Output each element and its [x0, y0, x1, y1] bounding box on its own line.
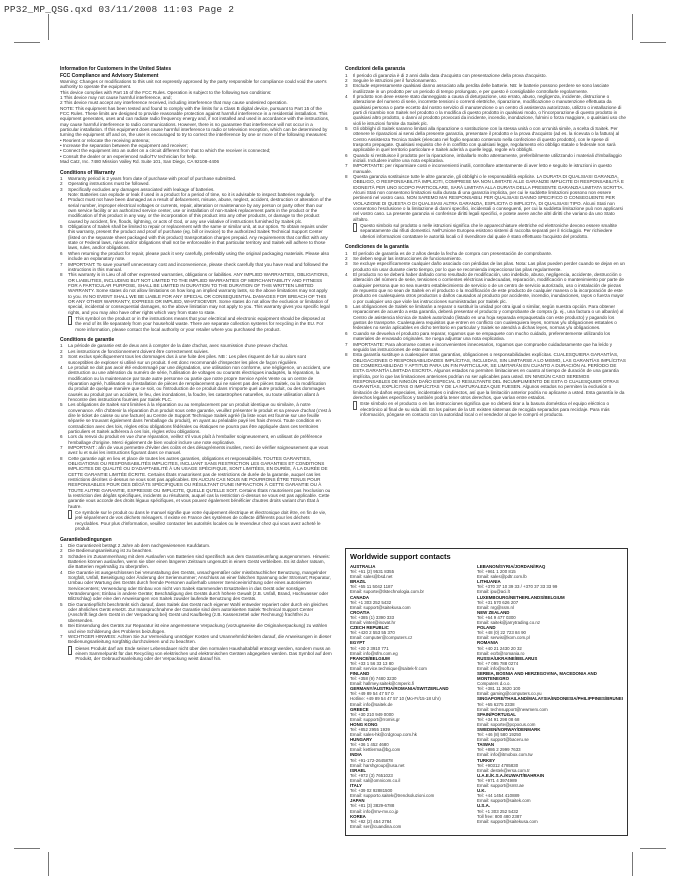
- support-entry: [477, 595, 623, 610]
- paragraph: NOTE: This equipment has been tested and found to comply with the limits for a Class B digital device, pursuant to Part 15 of the FCC Rules. These limits are designed to provide reasonable protection against harmful interference in a residential installation. This equipment generates, uses and can radiate radio frequency energy and, if not installed and used in accordance with the instructions, may cause harmful interference to radio communications. However, there is no guarantee that interference will not occur in a particular installation. If this equipment does cause harmful interference to radio or television reception, which can be determined by turning the equipment off and on, the user is encouraged to try to correct the interference by one or more of the following measures:: [60, 105, 330, 138]
- support-entry: [477, 579, 623, 594]
- support-column-2: [477, 564, 623, 829]
- contact-line: Email: ipu@aci.lt: [477, 589, 510, 595]
- country-name: SINGAPORE/THAILAND/MALAYSIA/INDONESIA/PHILIPPINES/BRUNEI: [477, 696, 623, 702]
- weee-note: Dieses Produkt darf am Ende seiner Lebensdauer nicht über den normalen Haushaltabfall entsorgt werden, sondern muss an einem Sammelpunkt für das Recycling von elektrischen und elektronischen Geräten abgegeben werden. Das Symbol auf dem Produkt, der Gebrauchsanleitung oder der Verpackung weist darauf hin.: [68, 646, 332, 662]
- country-name: INDIA: [350, 752, 362, 758]
- country-name: U.S.A.: [477, 803, 490, 809]
- support-entry: [350, 768, 467, 783]
- paragraph: • Increase the separation between the equipment and receiver;: [60, 143, 188, 149]
- support-entry: [477, 671, 623, 696]
- contact-line: Email: supporto.saitek@trendsoluzioni.com: [350, 793, 435, 799]
- country-name: NEW ZEALAND: [477, 609, 510, 615]
- contact-line: Tel: +33 1 56 33 13 80: [350, 660, 394, 666]
- contact-line: Email: soporte@pcpocus.com: [477, 721, 536, 727]
- contact-line: Email: info@saitek.de: [350, 701, 393, 707]
- contact-line: Email: support@rromis.gr: [350, 716, 400, 722]
- list-item: 2 Operating instructions must be followed.: [60, 181, 150, 187]
- list-item: 8 This warranty is in Lieu of all other expressed warranties, obligations or liabilities. ANY IMPLIED WARRANTIES, OBLIGATIONS, OR LIABILITIES, INCLUDING BUT NOT LIMITED TO THE IMPLIED WARRANTIES OF MERCHANTABILITY AND FITNESS FOR A PARTICULAR PURPOSE, SHALL BE LIMITED IN DURATION TO THE DURATION OF THIS WRITTEN LIMITED WARRANTY. Some states do not allow limitations on how long an implied warranty lasts, so the above limitations may not apply to you. IN NO EVENT SHALL WE BE LIABLE FOR ANY SPECIAL OR CONSEQUENTIAL DAMAGES FOR BREACH OF THIS OR ANY OTHER WARRANTY, EXPRESS OR IMPLIED, WHATSOEVER. Some states do not allow the exclusion or limitation of special, incidental or consequential damages, so the above limitation may not apply to you. This warranty gives you specific legal rights, and you may also have other rights which vary from state to state.: [60, 272, 330, 315]
- support-entry: [350, 595, 467, 610]
- country-name: FINLAND: [350, 670, 370, 676]
- support-entry: [350, 707, 467, 722]
- weee-note: Este símbolo en el producto o en las instrucciones significa que no deberá tirar a la basura doméstica el equipo eléctrico o electrónico al final de su vida útil. En los países de la UE existen sistemas de recogida separados para reciclaje. Para más información, póngase en contacto con la autoridad local o el vendedor al que le compró el producto.: [353, 401, 627, 417]
- crop-mark-tr-v: [632, 14, 633, 40]
- worldwide-support-box: [345, 548, 628, 836]
- support-entry: [350, 686, 467, 706]
- list-item: 4 Il prodotto non deve essere stato danneggiato a causa di deturpazione, uso errato, abuso, negligenza, incidente, distruzione o alterazione del numero di serie, incorrette tensioni o correnti elettriche, riparazione, modificazione o manutenzione effettuata da qualsiasi persona o parte eccetto dal nostro servizio di manutenzione o un centro di assistenza autorizzato, utilizzo o installazione di parti di ricambio non Saitek nel prodotto o la modifica di questo prodotto in qualsiasi modo, o l'incorporazione di questo prodotto in qualsiasi altro prodotto, o danni al prodotto provocati da incidente, incendio, inondazione, fulmini o forza maggiore, o qualsiasi uso che violi le istruzioni fornite da Saitek plc.: [345, 93, 626, 126]
- crop-mark-tr-h: [640, 42, 666, 43]
- contact-line: Tel: +30 210 949 0000: [350, 711, 394, 717]
- contact-line: Tel: +370 37 10 39 33 / +370 37 33 33 99: [477, 584, 558, 590]
- contact-line: Tel: +64 9 477 0300: [477, 614, 516, 620]
- list-item: 5 Las obligaciones de Saitek se limitarán a reparar o sustituir la unidad por otra igual o similar, según nuestra opción. Para obtener reparaciones de acuerdo a esta garantía, deberá presentar el producto y comprobante de compra (p. ej., una factura o un albarán) al Centro de asistencia técnica de Saitek autorizado (listado en una hoja separada empaquetada con este producto) y pagando los gastos de transporte. Cualesquiera requisitos que entren en conflicto con cualesquiera leyes, normas y/u obligaciones estatales o federales no serán aplicables en dicho territorio en particular y Saitek se atendrá a dichas leyes, normas y/u obligaciones.: [345, 304, 624, 331]
- weee-note: Questo simbolo sul prodotto o nelle istruzioni significa che le apparecchiature elettriche ed elettroniche devono essere smaltite separatamente dai rifiuti domestici. Nell'Unione Europea esistono sistemi di raccolta separati per il riciclaggio. Per richiedere ulteriori informazioni contattare le autorità locali o il rivenditore dal quale è stato effettuato l'acquisto del prodotto.: [353, 223, 627, 239]
- country-name: KOREA: [350, 813, 366, 819]
- contact-line: Tel: +1 303 252 5432: [350, 599, 392, 605]
- contact-line: Hotline: +49 89 54 47 57 10 (Mo-Fr/15-18 Uhr): [350, 696, 441, 702]
- paragraph: Warning: Changes or modifications to this unit not expressly approved by the party responsible for compliance could void the user's authority to operate the equipment.: [60, 79, 327, 90]
- list-item: 5 Die Garantiepflicht beschränkt sich darauf, dass Saitek das Gerät nach eigener Wahl entweder repariert oder durch ein gleiches oder ähnliches Gerät ersetzt. Zur Inanspruchnahme der Garantie sind dem autorisierten Saitek Technical Support Center (Anschrift liegt dem Gerät in der Verpackung bei) Gerät und Kaufbeleg (z.B. Kassenzettel oder Rechnung) frachtfrei zu übersenden.: [60, 601, 328, 623]
- list-item: 3 Sont exclus spécifiquement tous les dommages dus à une fuite des piles. NB : Les piles risquent de fuir ou alors sont susceptibles de exploser si utilisé sur un produit. Il est donc recommandé d'inspecter les piles de façon régulière.: [60, 354, 306, 365]
- list-item: 2 Seguire le istruzioni per il funzionamento.: [345, 77, 438, 83]
- section-title: Information for Customers in the United States: [60, 66, 172, 72]
- country-name: LITHUANIA: [477, 579, 501, 585]
- contact-line: Email: harshgroup@usa.net: [350, 762, 405, 768]
- contact-line: Email: nrg@ssm.nl: [477, 604, 514, 610]
- list-item: 2 Se deben seguir las instrucciones de funcionamiento.: [345, 256, 462, 261]
- list-item: 8 Esta garantía sustituye a cualesquier otras garantías, obligaciones o responsabilidades explícitas. CUALESQUIERA GARANTÍAS, OBLIGACIONES O RESPONSABILIDADES IMPLÍCITAS, INCLUIDAS, SIN LIMITARSE A LO MISMO, LAS GARANTÍAS IMPLÍCITAS DE COMERCIABILIDAD Y APTITUD PARA UN FIN PARTICULAR, SE LIMITARÁN EN CUANTO A DURACIÓN AL PERÍODO DE ESTA GARANTÍA LIMITADA ESCRITA. Algunos estados no permiten limitaciones en cuanto al tiempo de duración de una garantía implícita, por lo que las limitaciones anteriores podrían no ser aplicables para usted. EN NINGÚN CASO SEREMOS RESPONSABLES DE NINGÚN DAÑO ESPECIAL O RESULTANTE DEL INCUMPLIMIENTO DE ESTA O CUALESQUIER OTRAS GARANTÍAS, EXPLÍCITAS O IMPLÍCITAS Y DE LA NATURALEZA QUE FUESEN. Algunos estados no permiten la exclusión o limitación de daños especiales, incidentales o indirectos, así que la limitación anterior podría no aplicarse a usted. Esta garantía le da derechos legales específicos y también podría tener otros derechos, que varían entre estados.: [345, 352, 626, 400]
- paragraph: • Reorient or relocate the receiving antenna;: [60, 137, 150, 143]
- contact-line: Email: computer@computers.cz: [350, 635, 413, 641]
- support-entry: [477, 788, 623, 803]
- crop-mark-tl-h: [14, 42, 40, 43]
- right-column: [345, 66, 627, 542]
- contact-line: Email: serwis@kom.com.pl: [477, 635, 530, 641]
- paragraph: 1 This device may not cause harmful interference, and;: [60, 95, 172, 101]
- contact-line: Email: ecrb@romania.ro: [477, 650, 525, 656]
- contact-line: Tel: +82 (2) 454 2784: [350, 818, 392, 824]
- list-item: 6 Quando si restituisce il prodotto per la riparazione, imballarlo molto attentamente, preferibilmente utilizzando i materiali d'imballaggio iniziali. Includere inoltre una nota esplicativa.: [345, 152, 622, 163]
- warranty-es-section: [345, 244, 627, 417]
- contact-line: Tel: +39 02 92881500: [350, 788, 393, 794]
- country-name: HONG KONG: [350, 721, 378, 727]
- support-entry: [350, 579, 467, 594]
- support-entry: [350, 798, 467, 813]
- fcc-section: [60, 66, 332, 165]
- contact-line: Tel: +61 (2) 9531 8355: [350, 569, 395, 575]
- section-title: Conditions of Warranty: [60, 169, 116, 176]
- contact-line: Tel: +961 1 200 815: [477, 569, 516, 575]
- contact-line: Tel: +886 2 2999 7633: [477, 747, 521, 753]
- crop-mark-br-h: [640, 848, 666, 849]
- country-name: JAPAN: [350, 798, 365, 804]
- list-item: 5 Les obligations de Saitek sont limitées à la réparation ou au remplacement par un produit identique ou similaire, à notre convenance. Afin d'obtenir la réparation d'un produit sous cette garantie, veuillez présenter le produit et sa preuve d'achat (c'est à dire le ticket de caisse ou une facture) au Centre de Support Technique Saitek agréé (la liste vous est fournie sur une feuille séparée se trouvant également dans l'emballage du produit), en ayant au préalable payé les frais d'envoi. Toute condition en contradiction avec des lois, règles et/ou obligations fédérales ou étatiques ne pourra pas être appliquée dans ces territoires particuliers et Saitek adhèrera à ces lois, règles et/ou obligations.: [60, 402, 331, 434]
- list-item: 6 Bei Einsendung des Geräts zur Reparatur ist eine angemessene Verpackung (vorzugsweise die Originalverpackung) zu wählen und eine Schilderung des Problems beizufügen.: [60, 623, 328, 634]
- support-entry: [350, 640, 467, 655]
- contact-line: Email: sales-hk@crdgroup.com.hk: [350, 732, 417, 738]
- contact-line: Email: info@sfm.com.eg: [350, 650, 398, 656]
- section-title: Garantiebedingungen: [60, 536, 112, 543]
- support-entry: [477, 610, 623, 625]
- support-entry: [350, 722, 467, 737]
- country-name: RUSSIA/UKRAINE/BELARUS: [477, 655, 538, 661]
- section-subtitle: FCC Compliance and Advisory Statement: [60, 72, 159, 79]
- support-entry: [477, 696, 623, 711]
- list-item: 4 Die Garantie ist ausgeschlossen bei Verunstaltung des Geräts, unsachgemäßer oder missbräuchlicher Benutzung, mangelnder Sorgfalt, Unfall, Beseitigung oder Änderung der Seriennummer; Anschluss an einer falschen Spannung oder Stromart; Reparatur, Umbau oder Wartung des Geräts durch fremde Personen außerhalb unserer Serviceeinrichtung oder eines autorisierten Servicecenters; Verwendung oder Einbau von nicht von Saitek stammenden Ersatzteilen in das Gerät oder sonstigen Veränderungen; Einbau in andere Geräte; Beschädigung des Geräts durch höhere Gewalt (z.B. Unfall, Brand, Hochwasser oder Blitzschlag) oder eine den Anweisungen von Saitek zuwider laufende Benutzung des Geräts.: [60, 569, 331, 602]
- contact-line: Tel: +34 91 298 08 68: [477, 716, 520, 722]
- section-title: Conditions de garantie: [60, 336, 115, 343]
- list-item: 5 Gli obblighi di Saitek saranno limitati alla riparazione o sostituzione con la stessa unità o con un'unità simile, a scelta di Saitek. Per ottenere le riparazioni ai sensi della presente garanzia, presentare il prodotto e la prova d'acquisto (ad es. la ricevuta o la fattura) al Centro Assistenza Tecnica Saitek (elencato nel foglio separato contenuto nella confezione di questo prodotto), con le spese di trasporto prepagate. Qualsiasi requisito che è in conflitto con qualsiasi legge, regolamento e/o obbligo statale o federale non sarà applicabile in quel territorio particolare e Saitek aderirà a quelle leggi, regole e/o obblighi.: [345, 125, 620, 153]
- support-entry: [350, 737, 467, 752]
- country-name: AUSTRALIA: [350, 564, 376, 569]
- list-item: 7 IMPORTANT : afin de vous permettre d'éviter des coûts et des désagréments inutiles, merci de vérifier soigneusement que vous avez lu et suivi les instructions figurant dans ce manuel.: [60, 445, 329, 456]
- list-item: 4 Product must not have been damaged as a result of defacement, misuse, abuse, neglect, accident, destruction or alteration of the serial number, improper electrical voltages or currents, repair, alteration or maintenance by any person or party other than our own service facility or an authorized service center, use or installation of non-Saitek replacement parts in the product or the modification of this product in any way, or the incorporation of this product into any other products, or damage to the product caused by accident, fire, floods, lightning, or acts of God, or any use violative of instructions furnished by Saitek plc.: [60, 197, 332, 224]
- contact-line: Email: support@saitek.com: [477, 798, 531, 804]
- support-entry: [350, 564, 467, 579]
- contact-line: Tel: +420 2 553 55 370: [350, 630, 395, 636]
- support-entry: [477, 742, 623, 757]
- contact-line: Email: sales@pdtr.com.lb: [477, 574, 527, 580]
- support-title: Worldwide support contacts: [350, 552, 451, 561]
- country-name: ISRAEL: [350, 767, 367, 773]
- paragraph: • Consult the dealer or an experienced radio/TV technician for help.: [60, 153, 197, 159]
- country-name: FRANCE/BELGIUM: [350, 655, 390, 661]
- country-name: GERMANY/AUSTRIA/ROMANIA/SWITZERLAND: [350, 686, 449, 692]
- contact-line: Email: hallmey.saitek@cmperic.fi: [350, 681, 415, 687]
- crop-mark-bl-v: [48, 852, 49, 876]
- country-name: EGYPT: [350, 640, 365, 646]
- list-item: 2 Die Bedienungsanleitung ist zu beachten.: [60, 548, 153, 554]
- contact-line: Tel: +44 1454 410889: [477, 793, 520, 799]
- crossed-bin-icon: [68, 316, 72, 325]
- contact-line: Tel: +40 21 2430 20 32: [477, 645, 522, 651]
- list-item: 7 IMPORTANTE: per risparmiare costi e inconvenienti inutili, controllare attentamente di aver letto e seguito le istruzioni in questo manuale.: [345, 163, 612, 174]
- list-item: 4 El producto no se deberá haber dañado como resultado de modificación, uso indebido, abuso, negligencia, accidente, destrucción o alteración del número de serie, tensiones o corrientes eléctricas inadecuadas, reparación, modificación o mantenimiento por parte de cualquier persona que no sea nuestro establecimiento de servicio o de un centro de servicio autorizado, uso o instalación de piezas de repuesto que no sean de Saitek en el producto o la modificación de este producto de cualquier manera o la incorporación de este producto en cualesquiera otros productos o daños causados al producto por accidente, incendio, inundaciones, rayos o fuerza mayor o por cualquier uso que viole las instrucciones suministradas por Saitek plc.: [345, 272, 624, 304]
- country-name: TURKEY: [477, 757, 496, 763]
- contact-line: Email: support@saitekusa.com: [477, 818, 538, 824]
- contact-line: Tel: +49 89 54 47 57 0: [350, 691, 394, 697]
- list-item: 1 Die Garantiezeit beträgt 2 Jahre ab dem nachgewiesenen Kaufdatum.: [60, 543, 211, 548]
- list-item: 3 Esclude espressamente qualsiasi danno associato alla perdita delle batterie. NB: le batterie possono perdere se sono lasciate inutilizzate in un prodotto per un periodo di tempo prolungato, e per questo è consigliabile controllarle regolarmente.: [345, 83, 609, 94]
- contact-line: Tel: +1 303 252 5432: [477, 808, 519, 814]
- crossed-bin-icon: [353, 401, 357, 410]
- country-name: ROMANIA: [477, 640, 499, 646]
- contact-line: Tel: +48 (0) 22 723 84 90: [477, 630, 526, 636]
- list-item: 3 Schäden im Zusammenhang mit dem Auslaufen von Batterien sind spezifisch aus dem Garantieumfang ausgenommen. Hinweis: Batterien können auslaufen, wenn sie über einen längeren Zeitraum ungenutzt in einem Gerät verbleiben. Es ist daher ratsam, die Batterien regelmäßig zu überprüfen.: [60, 553, 330, 570]
- contact-line: Email: info@mv-mv.co.jp: [350, 808, 399, 814]
- crop-mark-br-v: [632, 852, 633, 876]
- list-item: 6 Lors du renvoi du produit en vue d'une réparation, veillez s'il vous plaît à l'emballer soigneusement, en utilisant de préférence l'emballage d'origine. Merci également de bien vouloir inclure une note explicative.: [60, 434, 323, 445]
- contact-line: Tel: +65 6275 2338: [477, 701, 515, 707]
- contact-line: Computers d.o.o.: [477, 681, 511, 687]
- contact-line: Email: gaming@computers.co.yu: [477, 691, 542, 697]
- country-name: CROATIA: [350, 609, 370, 615]
- contact-line: Email: suporte@tlstechnologia.com.br: [350, 589, 425, 595]
- support-entry: [350, 814, 467, 829]
- contact-line: Tel: +20 2 3910 771: [350, 645, 389, 651]
- weee-note: This symbol on the product or in the instructions means that your electrical and electronic equipment should be disposed at the end of its life separately from your household waste. There are separate collection systems for recycling in the EU. For more information, please contact the local authority or your retailer where you purchased the product.: [68, 316, 332, 332]
- country-name: CZECH REPUBLIC: [350, 625, 389, 631]
- contact-line: Email: sales@bsd.net: [350, 574, 393, 580]
- crossed-bin-icon: [353, 223, 357, 232]
- country-name: GREECE: [350, 706, 369, 712]
- support-entry: [477, 625, 623, 640]
- list-item: 1 El período de garantía es de 2 años desde la fecha de compra con presentación de comprobante.: [345, 250, 553, 256]
- list-item: 3 Specifically excludes any damages associated with leakage of batteries.: [60, 186, 215, 192]
- contact-line: Tel: +971 4 3974989: [477, 777, 517, 783]
- contact-line: Email: ser@cuandina.com: [350, 823, 402, 829]
- contact-line: Email: support@baceru.se: [477, 737, 529, 743]
- list-item: 7 IMPORTANT: To save yourself unnecessary cost and inconvenience, please check carefully that you have read and followed the instructions in this manual.: [60, 261, 329, 272]
- paragraph: • Connect the equipment into an outlet on a circuit different from that to which the receiver is connected;: [60, 148, 271, 154]
- contact-line: Tel: +46 (8) 580 19250: [477, 732, 522, 738]
- support-entry: [477, 656, 623, 671]
- page-header: PP32_MP_QSG.qxd 03/11/2008 11:03 Page 2: [4, 4, 235, 15]
- list-item: 3 Se excluye específicamente cualquier daño asociado con pérdidas de las pilas. Nota: Las pilas pueden perder cuando se dejan en un producto sin usar durante cierto tiempo, por lo que se recomienda inspeccionar las pilas regularmente.: [345, 261, 625, 272]
- contact-line: Email: vinter@inovat.hr: [350, 620, 396, 626]
- paragraph: 2 This device must accept any interference received, including interference that may cause undesired operation.: [60, 100, 288, 106]
- country-name: CANADA: [350, 594, 370, 600]
- list-item: 4 Le produit ne doit pas avoir été endommagé par une dégradation, une utilisation non conforme, une négligence, un accident, une destruction ou une altération du numéro de série, l'utilisation de voltages ou courants électriques inadaptés, la réparation, la modification ou la maintenance par toute autre personne ou partie que notre propre Service Après Vente ou un centre de réparation agréé, l'utilisation ou l'installation de pièces de remplacement qui ne soient pas des pièces Saitek, ou la modification du produit de quelque manière que ce soit, ou l'introduction de ce produit dans n'importe quel autre produit, ou des dommages causés au produit par un accident, le feu, des inondations, la foudre, les catastrophes naturelles, ou toute utilisation allant à l'encontre des instructions fournies par Saitek PLC.: [60, 364, 331, 402]
- address: Mad Catz, Inc. 7480 Mission Valley Rd. Suite 101, San Diego, CA 92108-4406: [60, 159, 220, 165]
- contact-line: Tel: +7 095 788 0274: [477, 660, 519, 666]
- list-item: 6 When returning the product for repair, please pack it very carefully, preferably using the original packaging materials. Please also include an explanatory note.: [60, 250, 330, 262]
- warranty-fr-section: [60, 337, 332, 532]
- country-name: BRAZIL: [350, 579, 367, 585]
- warranty-it-section: [345, 66, 627, 239]
- weee-note: Ce symbole sur le produit ou dans le manuel signifie que votre équipement électrique et électronique doit être, en fin de vie, jeté séparément de vos déchets ménagers. Il existe en France des systèmes de collecte différents pour les déchets recyclables. Pour plus d'information, veuillez contacter les autorités locales ou le revendeur chez qui vous avez acheté le produit.: [68, 510, 332, 531]
- contact-line: Tel: +358 (9) 7480 3230: [350, 676, 397, 682]
- left-column: [60, 66, 332, 864]
- crop-mark-bl-h: [14, 848, 40, 849]
- support-entry: [477, 758, 623, 773]
- support-entry: [350, 752, 467, 767]
- contact-line: Tel: +81 (3) 3829-6788: [350, 803, 395, 809]
- list-item: Note: Batteries can explode or leak if used in a product for a period of time, so it is advisable to inspect batteries regularly.: [68, 192, 316, 198]
- crossed-bin-icon: [68, 646, 72, 655]
- list-item: 5 Obligations of Saitek shall be limited to repair or replacement with the same or similar unit, at our option. To obtain repairs under this warranty, present the product and proof of purchase (eg. bill or invoice) to the authorized Saitek Technical Support Center (listed on the separate sheet packaged with this product) transportation charges prepaid. Any requirements that conflict with any state or Federal laws, rules and/or obligations shall not be enforceable in that particular territory and Saitek will adhere to those laws, rules, and/or obligations.: [60, 224, 328, 251]
- list-item: 8 Questa garanzia sostituisce tutte le altre garanzie, gli obblighi o le responsabilità esplicite. LA DURATA DI QUALSIASI GARANZIA, OBBLIGO, O RESPONSABILITÀ IMPLICITI, COMPRESE MA NON LIMITATE ALLE GARANZIE IMPLICITE DI RESPONSABILITÀ E IDONEITÀ PER UNO SCOPO PARTICOLARE, SARÀ LIMITATA ALLA DURATA DELLA PRESENTE GARANZIA LIMITATA SCRITTA. Alcuni Stati non consentono limitazioni sulla durata di una garanzia implicita, per cui le suddette limitazioni possono non essere pertinenti nel vostro caso. NON SAREMO MAI RESPONSABILI PER QUALSIASI DANNO SPECIFICO O CONSEGUENTE PER VIOLAZIONE DI QUESTA O DI QUALSIASI ALTRA GARANZIA, ESPLICITA O IMPLICITA, DI QUALSIASI TIPO. Alcuni Stati non consentono l'esclusione o la limitazione di danni specifici, incidentali o conseguenti, per cui la suddetta limitazione può non applicarsi nel vostro caso. La presente garanzia vi conferisce diritti legali specifici, e potete avere anche altri diritti che variano da uno Stato all'altro.: [345, 174, 624, 222]
- list-item: 1 Warranty period is 2 years from date of purchase with proof of purchase submitted.: [60, 176, 237, 181]
- contact-line: Tel: +972 (3) 7651023: [350, 772, 393, 778]
- country-name: SERBIA, BOSNIA AND HERZEGOVINA, MACEDONIA AND MONTENEGRO: [477, 670, 597, 682]
- contact-line: Email: info@itmobox.com.tw: [477, 752, 533, 758]
- support-column-1: [350, 564, 467, 829]
- crop-mark-tl-v: [48, 14, 49, 40]
- contact-line: Email: saitek@jarrytrading.co.nz: [477, 620, 541, 626]
- support-entry: [477, 564, 623, 579]
- support-entry: [477, 712, 623, 727]
- crossed-bin-icon: [68, 510, 72, 519]
- section-title: Condiciones de la garantía: [345, 244, 409, 251]
- contact-line: Tel: +91-172-2645878: [350, 757, 393, 763]
- support-entry: [350, 610, 467, 625]
- support-entry: [350, 625, 467, 640]
- support-entry: [477, 640, 623, 655]
- contact-line: Tel: +55 11 5042 1187: [350, 584, 393, 590]
- country-name: U.K.: [477, 788, 486, 794]
- contact-line: Tel: +36 1 452 4680: [350, 742, 389, 748]
- list-item: 1 La période de garantie est de deux ans à compter de la date d'achat, avec soumission d'une preuve d'achat.: [60, 343, 289, 349]
- list-item: 7 IMPORTANTE: Para ahorrarse costes e inconvenientes innecesarios, rogamos que compruebe cuidadosamente que ha leído y seguido las instrucciones de este manual.: [345, 341, 613, 352]
- contact-line: Email: service.technique@saitek-fr.com: [350, 665, 427, 671]
- country-name: LEBANON/SYRIA/JORDAN/IRAQ: [477, 564, 546, 569]
- support-entry: [477, 773, 623, 788]
- list-item: 6 Cuando se devuelva el producto para reparar, rogamos que se empaquete con mucho cuidado, preferentemente utilizando los materiales de envasado originales. Se ruega adjuntar una nota explicativa.: [345, 330, 611, 342]
- list-item: 8 Cette garantie agit en lieu et place de toutes les autres garanties, obligations et responsabilités. TOUTES GARANTIES, OBLIGATIONS OU RESPONSABILITÉS IMPLICITES, INCLUANT SANS RESTRICTION LES GARANTIES ET CONDITIONS IMPLICITES DE QUALITÉ OU D'ADAPTABILITÉ À UN USAGE SPÉCIFIQUE, SONT LIMITÉES, EN DURÉE, À LA DURÉE DE CETTE GARANTIE LIMITÉE ÉCRITE. Certains États n'autorisent pas de restrictions de durée de la garantie, auquel cas les restrictions décrites ci-dessus ne vous sont pas applicables. EN AUCUN CAS NOUS NE POURRONS ÊTRE TENUS POUR RESPONSABLES POUR DES DÉGÂTS SPÉCIFIQUES OU RÉSULTANT D'UNE INFRACTION À CETTE GARANTIE OU À TOUTE AUTRE GARANTIE, EXPRESSE OU IMPLICITE, QUELLE QU'ELLE SOIT. Certains États n'autorisent pas l'exclusion ou la restriction des dégâts spécifiques, incidents ou résultants, auquel cas la restriction ci-dessus ne vous est pas applicable. Cette garantie vous accorde des droits légaux spécifiques, et vous pouvez également bénéficier d'autres droits variant d'un État à l'autre.: [60, 455, 331, 509]
- country-name: HUNGARY: [350, 737, 373, 743]
- contact-line: Email: info@soft.ru: [477, 665, 515, 671]
- contact-line: Email: technsupport@newmerx.com: [477, 706, 548, 712]
- contact-line: Tel: +385 (1) 3390 333: [350, 614, 395, 620]
- paragraph: This device complies with Part 15 of the FCC Rules. Operation is subject to the following two conditions:: [60, 89, 272, 95]
- contact-line: Tel: +90312 4785830: [477, 762, 519, 768]
- contact-line: Email: support@smtr.ae: [477, 783, 524, 789]
- list-item: 2 Les instructions de fonctionnement doivent être correctement suivies.: [60, 348, 209, 354]
- section-title: Condizioni della garanzia: [345, 66, 406, 72]
- list-item: 7 WICHTIGER HINWEIS: Achten Sie zur Vermeidung unnötiger Kosten und Unannehmlichkeiten darauf, die Anweisungen in dieser Bedienungsanleitung sorgfältig durchzulesen und zu beachten.: [60, 633, 332, 645]
- support-entry: [350, 671, 467, 686]
- warranty-de-section: [60, 537, 332, 662]
- country-name: TAIWAN: [477, 742, 495, 748]
- contact-line: Tel: +852 2955 1939: [350, 727, 390, 732]
- country-name: LUXEMBOURG/NETHERLANDS/BELGIUM: [477, 594, 565, 600]
- list-item: 1 Il periodo di garanzia è di 2 anni dalla data d'acquisto con presentazione della prova d'acquisto.: [345, 72, 547, 78]
- contact-line: Email: destek@ersa.com.tr: [477, 767, 530, 773]
- warranty-en-section: [60, 170, 332, 332]
- support-entry: [477, 727, 623, 742]
- country-name: SWEDEN/NORWAY/DENMARK: [477, 727, 541, 732]
- support-entry: [477, 803, 623, 823]
- country-name: POLAND: [477, 625, 496, 631]
- country-name: ITALY: [350, 783, 362, 789]
- country-name: SPAIN/PORTUGAL: [477, 711, 516, 717]
- contact-line: Tel: +31 570 626 207: [477, 599, 519, 605]
- contact-line: Email: support@saitekusa.com: [350, 604, 411, 610]
- country-name: U.A.E./K.S.A./KUWAIT/BAHRAIN: [477, 772, 545, 778]
- support-entry: [350, 656, 467, 671]
- contact-line: Email: kettlerma@bg.com: [350, 747, 401, 753]
- contact-line: Tel: +381 11 3620 100: [477, 686, 521, 692]
- contact-line: Toll free: 800 480 2387: [477, 813, 522, 819]
- support-entry: [350, 783, 467, 798]
- contact-line: Email: sal@omnicom.co.il: [350, 777, 401, 783]
